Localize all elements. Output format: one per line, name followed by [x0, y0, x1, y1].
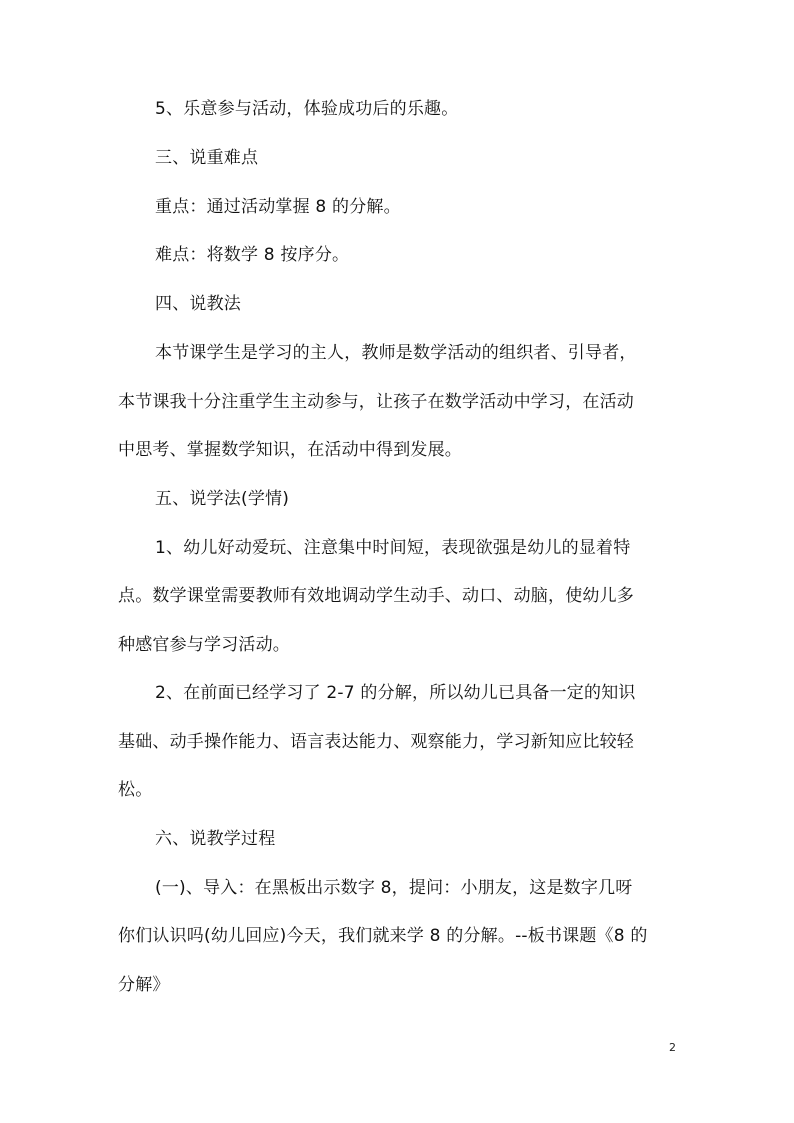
paragraph-line: 本节课学生是学习的主人，教师是数学活动的组织者、引导者，: [155, 343, 637, 363]
page-number: 2: [669, 1041, 676, 1054]
text-line: 难点：将数学 8 按序分。: [155, 245, 350, 265]
text-line: 重点：通过活动掌握 8 的分解。: [155, 197, 401, 217]
paragraph-line: 1、幼儿好动爱玩、注意集中时间短，表现欲强是幼儿的显着特: [155, 538, 631, 558]
paragraph-line: 分解》: [118, 975, 170, 995]
paragraph-line: 松。: [118, 780, 153, 800]
paragraph-line: 你们认识吗(幼儿回应)今天，我们就来学 8 的分解。--板书课题《8 的: [118, 926, 648, 946]
paragraph-line: 2、在前面已经学习了 2-7 的分解，所以幼儿已具备一定的知识: [155, 683, 636, 703]
text-line: 5、乐意参与活动，体验成功后的乐趣。: [155, 99, 459, 119]
paragraph-line: 点。数学课堂需要教师有效地调动学生动手、动口、动脑，使幼儿多: [118, 586, 634, 606]
section-heading: 四、说教法: [155, 294, 241, 314]
section-heading: 三、说重难点: [155, 148, 259, 168]
paragraph-line: 中思考、掌握数学知识，在活动中得到发展。: [118, 440, 462, 460]
paragraph-line: 基础、动手操作能力、语言表达能力、观察能力，学习新知应比较轻: [118, 732, 634, 752]
paragraph-line: 种感官参与学习活动。: [118, 635, 290, 655]
section-heading: 五、说学法(学情): [155, 489, 290, 509]
section-heading: 六、说教学过程: [155, 829, 276, 849]
paragraph-line: 本节课我十分注重学生主动参与，让孩子在数学活动中学习，在活动: [118, 392, 634, 412]
paragraph-line: (一)、导入：在黑板出示数字 8，提问：小朋友，这是数字几呀: [155, 878, 633, 898]
